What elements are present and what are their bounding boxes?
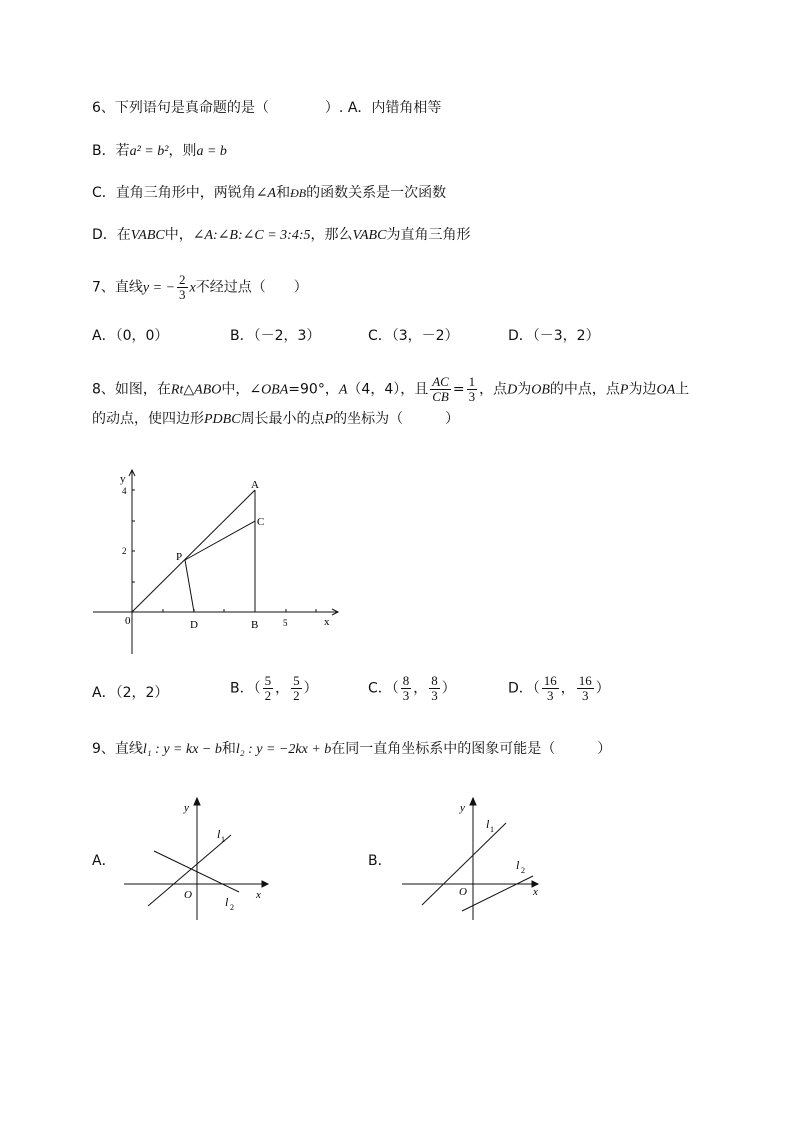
q6-stem: 6、下列语句是真命题的是（ ）. A．内错角相等 — [92, 100, 442, 116]
q8-stem-line2: 的动点，使四边形PDBC周长最小的点P的坐标为（ ） — [92, 411, 460, 427]
label-y: y — [184, 802, 189, 814]
label-tick-2: 2 — [122, 546, 127, 556]
label-l2-sub: 2 — [230, 903, 234, 912]
q9-option-a-label: A． — [92, 853, 116, 869]
label-x: x — [533, 886, 538, 898]
q8-stem-line1: 8、如图，在Rt△ABO中，∠OBA=90°，A（4，4），且 $\frac{AC}{CB}$ = $\frac{1}{3}$ ，点D为OB的中点，点P为边OA上 — [92, 374, 690, 404]
label-l2: l — [225, 895, 229, 909]
q7-option-a: A．（0，0） — [92, 328, 169, 344]
label-origin: O — [184, 889, 192, 901]
label-l1-sub: 1 — [490, 825, 494, 834]
q6-option-b: B．若a² = b²，则a = b — [92, 143, 227, 159]
q6-option-c: C．直角三角形中，两锐角∠A和ÐB的函数关系是一次函数 — [92, 185, 447, 201]
q7-fraction: $\frac{2}{3}$ — [179, 272, 186, 302]
y-arrow — [470, 798, 476, 805]
q9-figure-a — [118, 795, 278, 925]
label-l1: l — [217, 827, 221, 841]
q8-figure — [88, 462, 348, 662]
q7-option-d: D．（－3，2） — [508, 328, 600, 344]
segment-oa — [132, 490, 255, 612]
x-arrow — [262, 881, 268, 887]
q7-option-c: C．（3，－2） — [368, 328, 459, 344]
segment-pc — [185, 521, 255, 560]
q7-stem: 7、直线y = − $\frac{2}{3}$ x不经过点（ ） — [92, 272, 308, 302]
label-tick-4: 4 — [122, 486, 127, 496]
q8-ratio-fraction: $\frac{AC}{CB}$ — [432, 374, 449, 404]
q9-stem: 9、直线l₁ : y = kx − b和l₂ : y = −2kx + b在同一直角坐标系中的图象可能是（ ） — [92, 741, 612, 757]
label-l2-sub: 2 — [521, 866, 525, 875]
label-d: D — [190, 619, 198, 631]
label-l2: l — [516, 858, 520, 872]
label-y: y — [120, 473, 126, 485]
label-origin: 0 — [125, 615, 131, 627]
label-b: B — [251, 619, 259, 631]
q9-option-b-label: B． — [368, 853, 392, 869]
label-origin: O — [459, 886, 467, 898]
y-arrow — [194, 798, 200, 805]
label-l1: l — [486, 817, 490, 831]
label-a: A — [251, 479, 259, 491]
q8-option-c: C．（ $\frac{8}{3}$ ， $\frac{8}{3}$ ） — [368, 673, 456, 703]
q9-figure-b — [396, 795, 556, 925]
label-x: x — [256, 889, 261, 901]
label-y: y — [460, 802, 465, 814]
label-x: x — [324, 616, 330, 628]
label-tick-5: 5 — [283, 618, 288, 628]
q8-option-a: A．（2，2） — [92, 685, 169, 701]
label-c: C — [257, 516, 265, 528]
label-l1-sub: 1 — [221, 835, 225, 844]
q8-option-d: D．（ $\frac{16}{3}$ ， $\frac{16}{3}$ ） — [508, 673, 610, 703]
q6-option-d: D．在VABC中，∠A:∠B:∠C = 3:4:5，那么VABC为直角三角形 — [92, 227, 471, 243]
q8-value-fraction: $\frac{1}{3}$ — [468, 374, 476, 404]
q7-option-b: B．（－2，3） — [230, 328, 321, 344]
label-p: P — [176, 551, 183, 563]
segment-pd — [185, 560, 194, 612]
q8-option-b: B．（ $\frac{5}{2}$ ， $\frac{5}{2}$ ） — [230, 673, 318, 703]
